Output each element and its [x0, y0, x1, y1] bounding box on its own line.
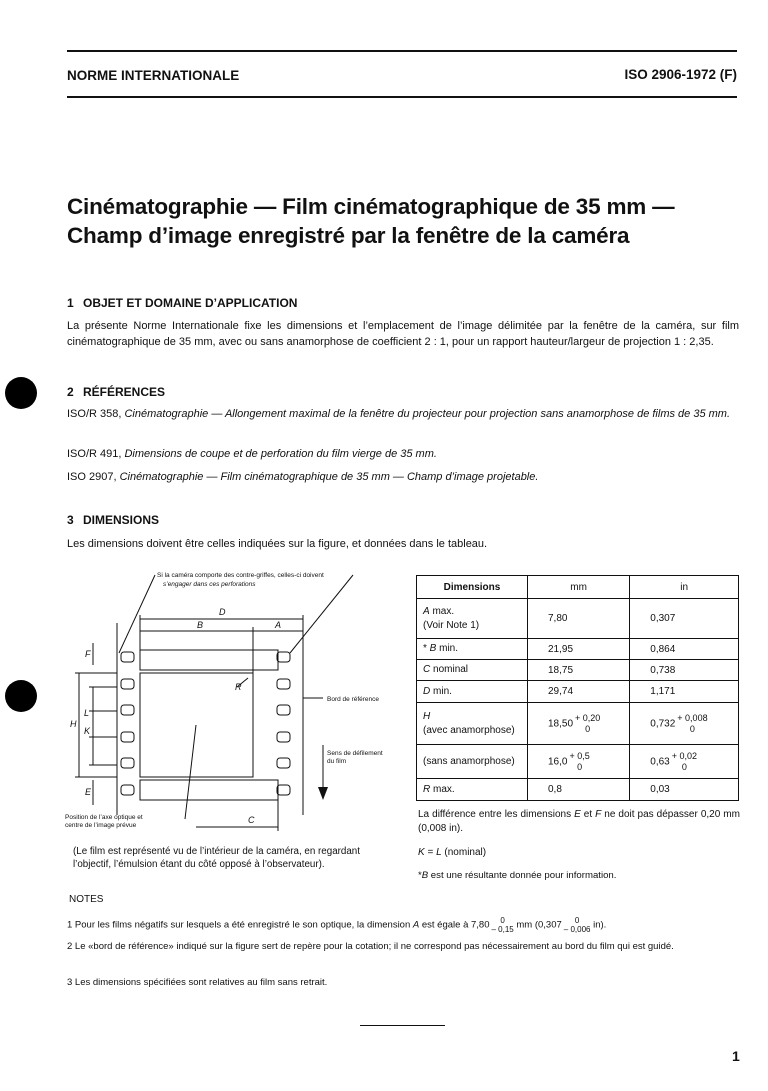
- row-A-symbol: A: [423, 605, 430, 617]
- figure-caption-line-2: l’objectif, l’émulsion étant du côté opposé à l’observateur).: [73, 859, 325, 870]
- row-H-avec-mm-tol-up: + 0,20: [575, 712, 601, 723]
- note-3: 3 Les dimensions spécifiées sont relatives au film sans retrait.: [67, 977, 328, 988]
- row-D-in: 1,171: [630, 681, 739, 703]
- header-left: NORME INTERNATIONALE: [67, 68, 240, 83]
- table-row-D: [417, 681, 739, 703]
- section-3-heading: [67, 513, 159, 527]
- row-C-in: 0,738: [630, 660, 739, 681]
- page-title: [67, 192, 674, 250]
- perforation-left: [121, 732, 134, 742]
- row-D-label: min.: [430, 685, 452, 697]
- note-2: 2 Le «bord de référence» indiqué sur la figure sert de repère pour la cotation; il ne correspond pas nécessairement au bord du film qui est guidé.: [67, 941, 674, 952]
- label-R: R: [235, 682, 242, 692]
- row-C-mm: 18,75: [528, 660, 630, 681]
- table-row-H-avec: [417, 703, 739, 745]
- note-1: 1 Pour les films négatifs sur lesquels a été enregistré le son optique, la dimension A est égale à 7,80 0 – 0,15 mm (0,307 0 – 0,006 in).: [67, 916, 607, 934]
- table-row-B: [417, 639, 739, 660]
- row-H-avec-in-tol-down: 0: [689, 723, 695, 734]
- row-H-sans-mm-tol-down: 0: [577, 761, 583, 772]
- footer-rule: [360, 1025, 445, 1026]
- table-row-R: [417, 779, 739, 801]
- perforation-left: [121, 785, 134, 795]
- callout-top-line-1: Si la caméra comporte des contre-griffes, celles-ci doivent: [157, 572, 324, 579]
- header-dimensions: Dimensions: [417, 576, 528, 599]
- title-line-2: Champ d’image enregistré par la fenêtre de la caméra: [67, 223, 630, 248]
- row-D-mm: 29,74: [528, 681, 630, 703]
- section-3-number: 3: [67, 513, 74, 527]
- header-right: ISO 2906-1972 (F): [624, 67, 737, 82]
- row-A-label: max.: [429, 605, 455, 617]
- table-row-C: [417, 660, 739, 681]
- header-mm: mm: [528, 576, 630, 599]
- callout-leader: [119, 575, 155, 653]
- header-rule-top: [67, 50, 737, 52]
- row-H-sans-in-tol-down: 0: [681, 761, 687, 772]
- section-3-title: DIMENSIONS: [83, 513, 160, 527]
- label-F: F: [85, 649, 91, 659]
- label-B: B: [197, 620, 204, 630]
- row-R-in: 0,03: [630, 779, 739, 801]
- figure-caption-line-1: (Le film est représenté vu de l’intérieur de la caméra, en regardant: [73, 846, 360, 857]
- section-3-text: Les dimensions doivent être celles indiquées sur la figure, et données dans le tableau.: [67, 538, 488, 550]
- table-header-row: [417, 576, 739, 599]
- label-axe-1: Position de l’axe optique et: [65, 814, 143, 821]
- section-2-heading: [67, 385, 165, 399]
- row-D-symbol: D: [423, 685, 431, 697]
- frame-upper-partial: [140, 650, 278, 670]
- label-A: A: [275, 620, 282, 630]
- frame-lower-partial: [140, 780, 278, 800]
- callout-top-line-2: s’engager dans ces perforations: [163, 581, 256, 588]
- punch-hole-bottom: [5, 680, 37, 712]
- perforation-left: [121, 705, 134, 715]
- row-H-avec-in-tol-up: + 0,008: [677, 712, 708, 723]
- row-H-symbol: H: [423, 710, 431, 722]
- reference-3-title: Cinématographie — Film cinématographique de 35 mm — Champ d’image projetable.: [119, 471, 539, 483]
- reference-3-code: ISO 2907,: [67, 471, 117, 483]
- table-note-b-resultante: *B est une résultante donnée pour information.: [418, 870, 617, 881]
- label-axe-2: centre de l’image prévue: [65, 822, 137, 829]
- film-frame-figure: [65, 565, 410, 855]
- perforation-right: [277, 705, 290, 715]
- row-A-in: 0,307: [630, 599, 739, 639]
- reference-2: [67, 446, 739, 462]
- row-B-in: 0,864: [630, 639, 739, 660]
- reference-1-title: Cinématographie — Allongement maximal de la fenêtre du projecteur pour projection sans anamorphose de films de 35 mm.: [124, 408, 731, 420]
- row-C-label: nominal: [430, 664, 469, 675]
- header-in: in: [630, 576, 739, 599]
- row-H-avec-mm-tol-down: 0: [585, 723, 591, 734]
- page-number: 1: [732, 1048, 740, 1064]
- section-1-title: OBJET ET DOMAINE D’APPLICATION: [83, 296, 298, 310]
- row-C-symbol: C: [423, 664, 431, 675]
- label-K: K: [84, 726, 91, 736]
- row-B-symbol: B: [429, 643, 437, 654]
- callout-leader: [290, 575, 353, 653]
- perforation-left: [121, 652, 134, 662]
- row-H-avec-label: (avec anamorphose): [423, 724, 515, 736]
- punch-hole-top: [5, 377, 37, 409]
- axe-leader: [185, 725, 196, 819]
- label-C: C: [248, 815, 255, 825]
- table-note-difference: La différence entre les dimensions E et F ne doit pas dépasser 0,20 mm (0,008 in).: [418, 809, 740, 834]
- label-sens-2: du film: [327, 758, 347, 765]
- row-A-mm: 7,80: [528, 599, 630, 639]
- direction-arrow-icon: [318, 787, 328, 800]
- row-B-label: min.: [436, 643, 459, 654]
- row-B-star: *: [423, 643, 430, 654]
- row-H-sans-mm-tol-up: + 0,5: [569, 750, 590, 761]
- perforation-right: [277, 732, 290, 742]
- table-row-H-sans: [417, 745, 739, 779]
- perforation-right: [277, 785, 290, 795]
- row-H-sans-label: (sans anamorphose): [417, 745, 528, 779]
- title-line-1: Cinématographie — Film cinématographique de 35 mm —: [67, 194, 675, 219]
- row-A-note: (Voir Note 1): [423, 619, 480, 631]
- label-H: H: [70, 719, 77, 729]
- reference-1: [67, 406, 739, 422]
- section-2-number: 2: [67, 385, 74, 399]
- label-E: E: [85, 787, 92, 797]
- label-D: D: [219, 607, 226, 617]
- reference-2-title: Dimensions de coupe et de perforation du film vierge de 35 mm.: [124, 448, 437, 460]
- row-R-symbol: R: [423, 783, 431, 795]
- section-1-heading: [67, 296, 297, 310]
- table-note-k-equals-l: K = L (nominal): [418, 847, 487, 858]
- header-rule-bottom: [67, 96, 737, 98]
- row-H-sans-in-tol-up: + 0,02: [671, 750, 698, 761]
- perforation-right: [277, 679, 290, 689]
- row-R-label: max.: [430, 783, 455, 795]
- reference-3: [67, 469, 739, 485]
- row-B-mm: 21,95: [528, 639, 630, 660]
- row-H-avec-mm: 18,50: [548, 718, 574, 730]
- perforation-left: [121, 679, 134, 689]
- row-H-sans-in: 0,63: [650, 756, 670, 768]
- reference-2-code: ISO/R 491,: [67, 448, 122, 460]
- label-sens-1: Sens de défilement: [327, 750, 383, 757]
- perforation-right: [277, 652, 290, 662]
- label-L: L: [84, 708, 90, 718]
- table-row-A: [417, 599, 739, 639]
- label-bord-reference: Bord de référence: [327, 696, 380, 703]
- notes-heading: NOTES: [69, 894, 104, 905]
- figure-caption: [73, 845, 393, 871]
- reference-1-code: ISO/R 358,: [67, 408, 122, 420]
- perforation-left: [121, 758, 134, 768]
- perforation-right: [277, 758, 290, 768]
- section-2-title: RÉFÉRENCES: [83, 385, 166, 399]
- row-H-avec-in: 0,732: [650, 718, 676, 730]
- row-H-sans-mm: 16,0: [548, 756, 568, 768]
- section-1-text: La présente Norme Internationale fixe les dimensions et l’emplacement de l’image délimitée par la fenêtre de la caméra, sur film cinématographique de 35 mm, avec ou sans anamorphose de coefficient 2 : 1, pour un rapport hauteur/largeur de projection 1 : 2,35.: [67, 320, 739, 348]
- row-R-mm: 0,8: [528, 779, 630, 801]
- section-1-number: 1: [67, 296, 74, 310]
- dimensions-table: [416, 575, 739, 801]
